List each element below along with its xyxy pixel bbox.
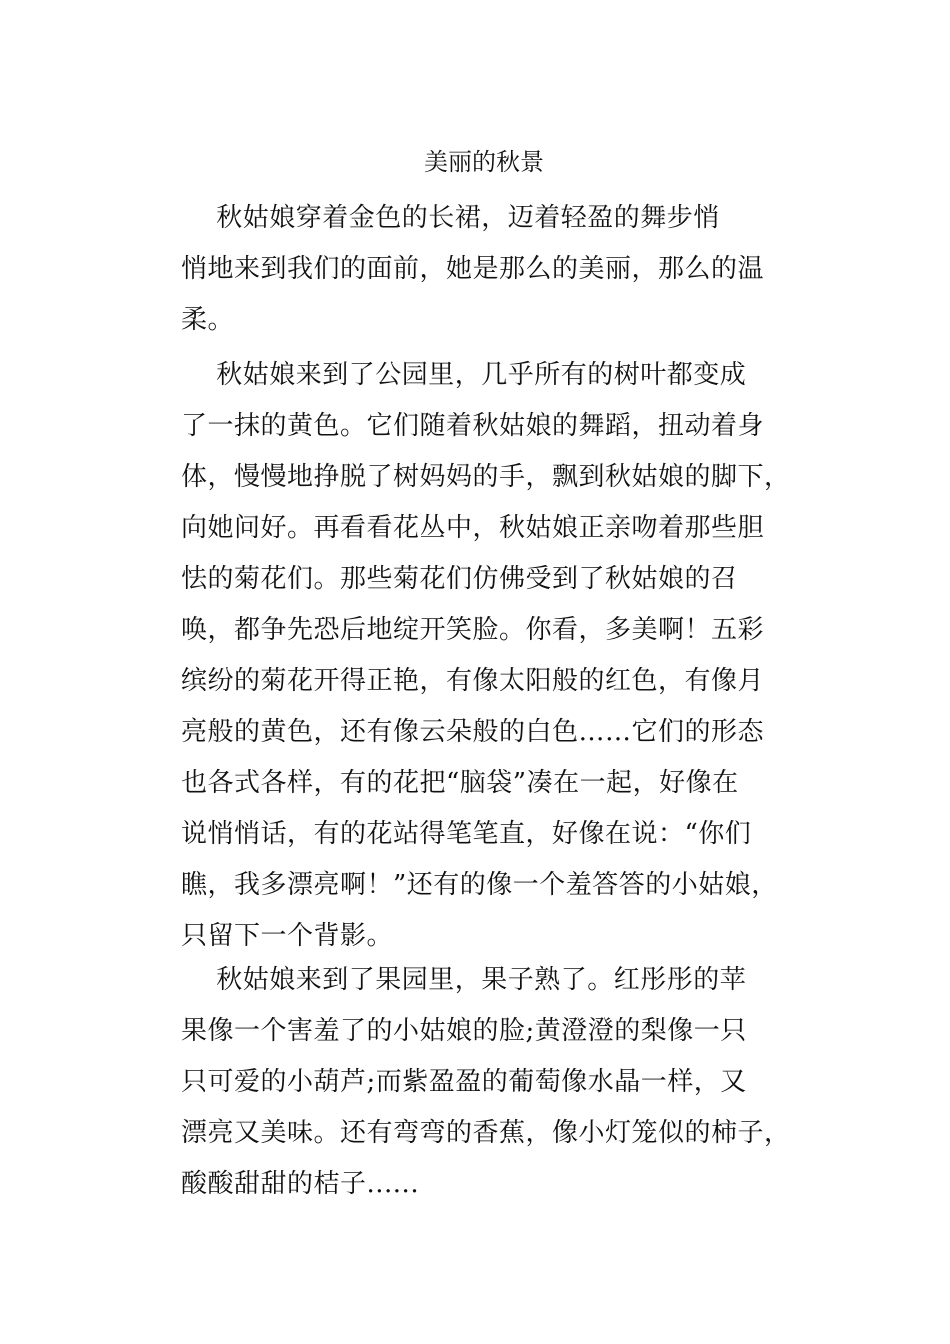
paragraph-line: 怯的菊花们。那些菊花们仿佛受到了秋姑娘的召 xyxy=(181,564,738,594)
paragraph-line: 只可爱的小葫芦;而紫盈盈的葡萄像水晶一样，又 xyxy=(181,1067,747,1097)
paragraph-line: 体，慢慢地挣脱了树妈妈的手，飘到秋姑娘的脚下， xyxy=(181,462,791,492)
paragraph-line: 唤，都争先恐后地绽开笑脸。你看，多美啊！五彩 xyxy=(181,615,765,645)
paragraph-2 xyxy=(181,350,811,962)
paragraph-line: 只留下一个背影。 xyxy=(181,921,394,951)
paragraph-line: 秋姑娘来到了公园里，几乎所有的树叶都变成 xyxy=(181,360,747,390)
paragraph-line: 缤纷的菊花开得正艳，有像太阳般的红色，有像月 xyxy=(181,666,765,696)
paragraph-line: 瞧，我多漂亮啊！”还有的像一个羞答答的小姑娘， xyxy=(181,870,778,900)
paragraph-line: 柔。 xyxy=(181,305,235,335)
paragraph-line: 酸酸甜甜的桔子...... xyxy=(181,1169,420,1199)
paragraph-1 xyxy=(181,193,811,346)
paragraph-line: 秋姑娘穿着金色的长裙，迈着轻盈的舞步悄 xyxy=(181,203,720,233)
paragraph-line: 向她问好。再看看花丛中，秋姑娘正亲吻着那些胆 xyxy=(181,513,765,543)
paragraph-line: 了一抹的黄色。它们随着秋姑娘的舞蹈，扭动着身 xyxy=(181,411,765,441)
paragraph-line: 说悄悄话，有的花站得笔笔直，好像在说：“你们 xyxy=(181,819,752,849)
paragraph-line: 果像一个害羞了的小姑娘的脸;黄澄澄的梨像一只 xyxy=(181,1016,747,1046)
paragraph-3 xyxy=(181,955,811,1210)
paragraph-line: 也各式各样，有的花把“脑袋”凑在一起，好像在 xyxy=(181,768,739,798)
paragraph-line: 亮般的黄色，还有像云朵般的白色……它们的形态 xyxy=(181,717,765,747)
document-title: 美丽的秋景 xyxy=(424,148,544,176)
paragraph-line: 秋姑娘来到了果园里，果子熟了。红彤彤的苹 xyxy=(181,965,747,995)
paragraph-line: 漂亮又美味。还有弯弯的香蕉，像小灯笼似的柿子， xyxy=(181,1118,791,1148)
paragraph-line: 悄地来到我们的面前，她是那么的美丽，那么的温 xyxy=(181,254,765,284)
